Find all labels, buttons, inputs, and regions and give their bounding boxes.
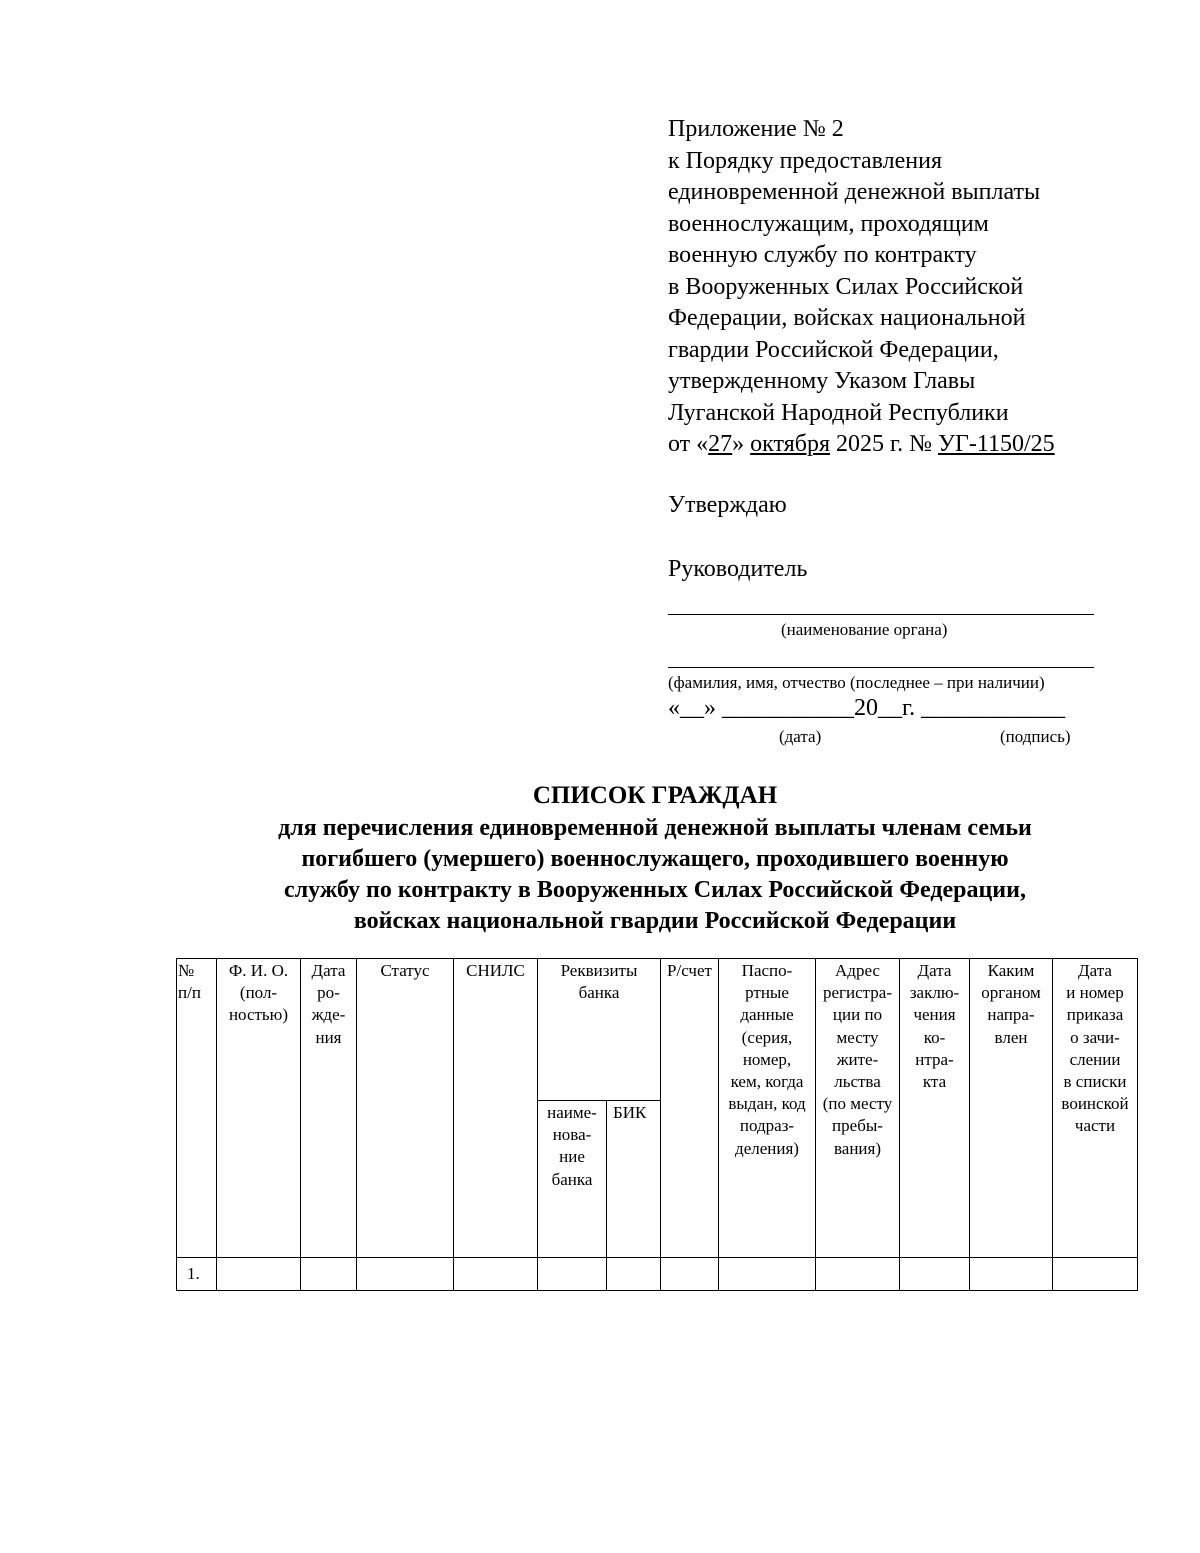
annex-block (668, 114, 1168, 461)
annex-line: к Порядку предоставления (668, 147, 943, 174)
document-subtitle-line: службу по контракту в Вооруженных Силах Российской Федерации, (284, 877, 1026, 903)
full-name-caption: (фамилия, имя, отчество (последнее – при наличии) (668, 673, 1045, 692)
annex-line: утвержденному Указом Главы (668, 368, 976, 394)
org-name-line[interactable] (668, 614, 1094, 615)
header-bank-name: наиме- нова- ние банка (538, 1101, 607, 1258)
decree-day: 27 (708, 431, 733, 457)
row-1-organ-cell[interactable] (970, 1258, 1053, 1291)
row-1-snils-cell[interactable] (454, 1258, 538, 1291)
header-address: Адрес регистра- ции по месту жите- льства (по месту пребы- вания) (816, 959, 900, 1258)
document-subtitle-line: погибшего (умершего) военнослужащего, проходившего военную (301, 846, 1009, 872)
row-1-order-cell[interactable] (1053, 1258, 1138, 1291)
document-title: СПИСОК ГРАЖДАН (532, 782, 778, 809)
head-label: Руководитель (668, 556, 808, 582)
row-1-account-cell[interactable] (661, 1258, 719, 1291)
date-caption: (дата) (779, 727, 822, 746)
decree-number: УГ-1150/25 (938, 431, 1055, 457)
row-1-passport-cell[interactable] (719, 1258, 816, 1291)
row-1-birth-date-cell[interactable] (301, 1258, 357, 1291)
row-1-address-cell[interactable] (816, 1258, 900, 1291)
org-caption: (наименование органа) (781, 620, 948, 639)
approve-label: Утверждаю (668, 492, 787, 518)
annex-line: военную службу по контракту (668, 242, 977, 268)
annex-line: гвардии Российской Федерации, (668, 336, 999, 363)
annex-line: единовременной денежной выплаты (668, 179, 1041, 205)
row-1-bank-name-cell[interactable] (538, 1258, 607, 1291)
annex-line: военнослужащим, проходящим (668, 210, 989, 237)
header-contract-date: Дата заклю- чения ко- нтра- кта (900, 959, 970, 1258)
header-status: Статус (357, 959, 454, 1258)
header-bik: БИК (607, 1101, 661, 1258)
header-account: Р/счет (661, 959, 719, 1258)
header-snils: СНИЛС (454, 959, 538, 1258)
row-1-status-cell[interactable] (357, 1258, 454, 1291)
decree-month: октября (750, 431, 830, 457)
document-subtitle-line: войсках национальной гвардии Российской Федерации (353, 908, 957, 934)
row-1-full-name-cell[interactable] (217, 1258, 301, 1291)
date-signature-line[interactable]: «__» ___________20__г. ____________ (668, 695, 1066, 721)
row-1-bik-cell[interactable] (607, 1258, 661, 1291)
header-bank-details: Реквизиты банка (538, 959, 661, 1101)
annex-line: Федерации, войсках национальной (668, 305, 1026, 331)
citizens-table (176, 958, 1138, 1291)
header-order: Дата и номер приказа о зачи- слении в списки воинской части (1053, 959, 1138, 1258)
header-number: № п/п (177, 959, 217, 1258)
signature-caption: (подпись) (1000, 727, 1071, 746)
annex-line: в Вооруженных Силах Российской (668, 273, 1024, 300)
header-full-name: Ф. И. О. (пол- ностью) (217, 959, 301, 1258)
document-subtitle-line: для перечисления единовременной денежной выплаты членам семьи (278, 815, 1032, 841)
full-name-line[interactable] (668, 667, 1094, 668)
decree-year: 2025 г. № (829, 431, 939, 457)
decree-prefix: от « (668, 431, 709, 457)
decree-mid: » (732, 431, 751, 457)
row-1-contract-date-cell[interactable] (900, 1258, 970, 1291)
decree-line (668, 429, 1168, 461)
header-directing-organ: Каким органом напра- влен (970, 959, 1053, 1258)
row-1-number: 1. (177, 1258, 217, 1291)
header-passport: Паспо- ртные данные (серия, номер, кем, когда выдан, код подраз- деления) (719, 959, 816, 1258)
annex-line: Приложение № 2 (668, 116, 844, 142)
header-birth-date: Дата ро- жде- ния (301, 959, 357, 1258)
annex-line: Луганской Народной Республики (668, 399, 1009, 426)
